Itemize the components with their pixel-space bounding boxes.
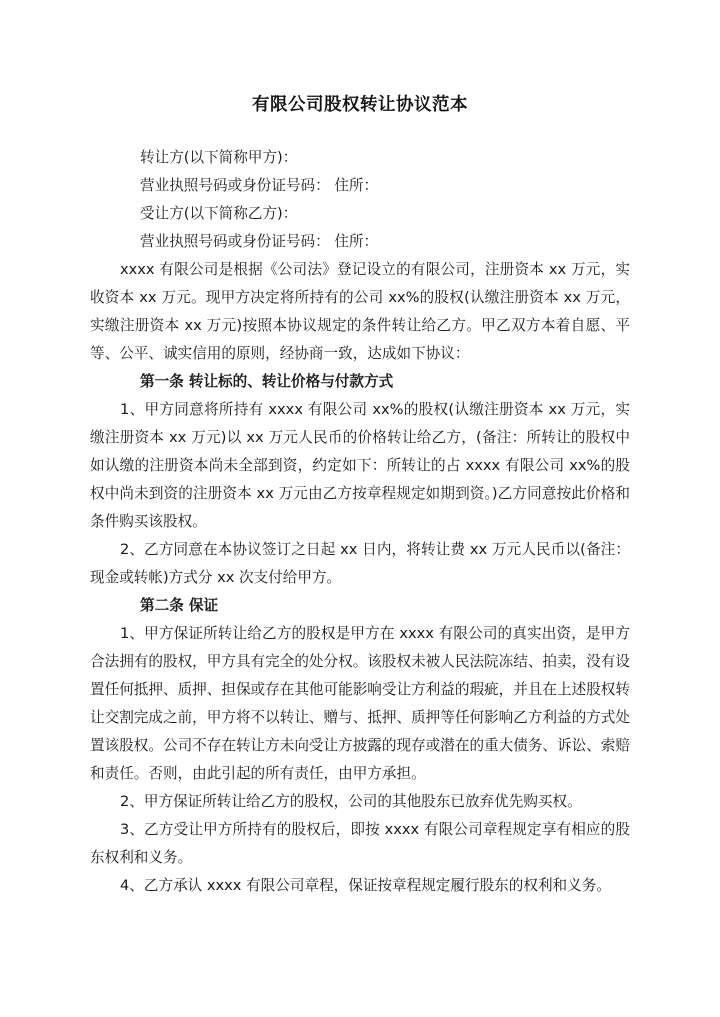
page-bottom-whitespace xyxy=(90,900,630,990)
article-1-clause-2: 2、乙方同意在本协议签订之日起 xx 日内，将转让费 xx 万元人民币以(备注：现金或转帐)方式分 xx 次支付给甲方。 xyxy=(90,541,630,586)
article-2-clause-2: 2、甲方保证所转让给乙方的股权，公司的其他股东已放弃优先购买权。 xyxy=(120,793,582,810)
article-heading-2: 第二条 保证 xyxy=(140,597,219,614)
preamble-paragraph: xxxx 有限公司是根据《公司法》登记设立的有限公司，注册资本 xx 万元，实收资本 xx 万元。现甲方决定将所持有的公司 xx%的股权(认缴注册资本 xx 万元，实缴注册资本 xx 万元)按照本协议规定的条件转让给乙方。甲乙双方本着自愿、平等、公平、诚实信用的原则，经协商一致，达成如下协议： xyxy=(90,261,630,362)
party-line-transferee: 受让方(以下简称乙方)： xyxy=(140,205,298,222)
article-2-clause-1: 1、甲方保证所转让给乙方的股权是甲方在 xxxx 有限公司的真实出资，是甲方合法拥有的股权，甲方具有完全的处分权。该股权未被人民法院冻结、拍卖，没有设置任何抵押、质押、担保或存在其他可能影响受让方利益的瑕疵，并且在上述股权转让交割完成之前，甲方将不以转让、赠与、抵押、质押等任何影响乙方利益的方式处置该股权。公司不存在转让方未向受让方披露的现存或潜在的重大债务、诉讼、索赔和责任。否则，由此引起的所有责任，由甲方承担。 xyxy=(90,625,630,782)
document-body xyxy=(0,144,720,990)
article-1-clause-1: 1、甲方同意将所持有 xxxx 有限公司 xx%的股权(认缴注册资本 xx 万元，实缴注册资本 xx 万元)以 xx 万元人民币的价格转让给乙方，(备注：所转让的股权中如认缴的注册资本尚未全部到资，约定如下：所转让的占 xxxx 有限公司 xx%的股权中尚未到资的注册资本 xx 万元由乙方按章程规定如期到资。)乙方同意按此价格和条件购买该股权。 xyxy=(90,401,630,530)
page-title: 有限公司股权转让协议范本 xyxy=(252,95,468,115)
party-line-transferee-license: 营业执照号码或身份证号码： 住所： xyxy=(140,233,379,250)
party-line-transferor: 转让方(以下简称甲方)： xyxy=(140,149,298,166)
article-heading-1: 第一条 转让标的、转让价格与付款方式 xyxy=(140,373,394,390)
article-2-clause-4: 4、乙方承认 xxxx 有限公司章程，保证按章程规定履行股东的权利和义务。 xyxy=(120,877,611,894)
party-line-transferor-license: 营业执照号码或身份证号码： 住所： xyxy=(140,177,379,194)
article-2-clause-3: 3、乙方受让甲方所持有的股权后，即按 xxxx 有限公司章程规定享有相应的股东权利和义务。 xyxy=(90,821,630,866)
